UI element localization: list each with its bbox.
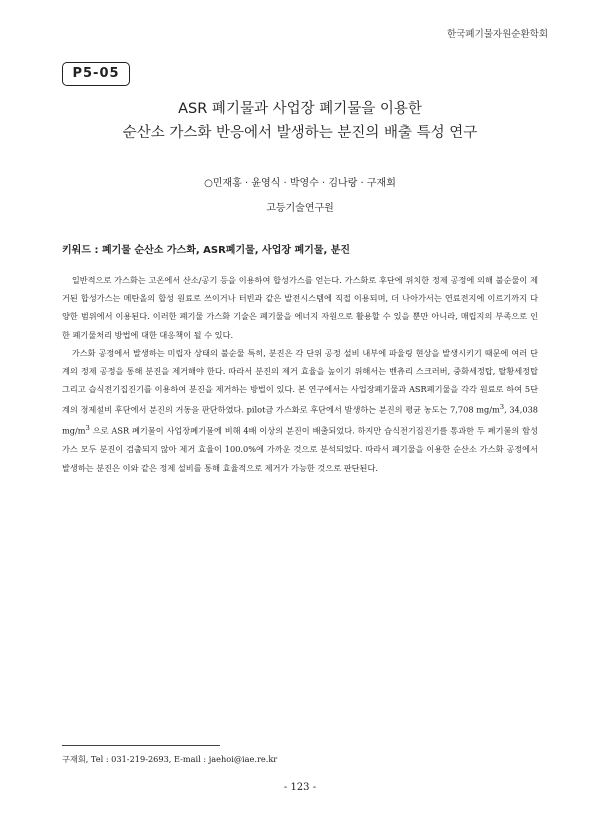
unit-superscript: 3 xyxy=(85,424,90,433)
footnote-divider xyxy=(62,745,220,746)
title-line-1: ASR 폐기물과 사업장 폐기물을 이용한 xyxy=(178,101,422,117)
affiliation: 고등기술연구원 xyxy=(266,203,334,214)
paragraph-1: 일반적으로 가스화는 고온에서 산소/공기 등을 이용하여 합성가스를 얻는다. 가스화로 후단에 위치한 정제 공정에 의해 불순물이 제거된 합성가스는 메탄올의 합성 원료로 쓰이거나 터빈과 같은 발전시스템에 직접 이용되며, 더 나아가서는 연료전지에 이르기까지 다양한 범위에서 이용된다. 이러한 폐기물 가스화 기술은 폐기물을 에너지 자원으로 활용할 수 있을 뿐만 아니라, 매립지의 부족으로 인한 폐기물처리 방법에 대한 대응책이 될 수 있다. xyxy=(62,275,538,340)
session-code-badge: P5-05 xyxy=(62,62,130,86)
keywords xyxy=(62,241,542,256)
paragraph-2-part-1: 가스화 공정에서 발생하는 미립자 상태의 불순물 특히, 분진은 각 단위 공정 설비 내부에 파울링 현상을 발생시키기 때문에 여러 단계의 정제 공정을 통해 분진을 제거해야 한다. 따라서 분진의 제거 효율을 높이기 위해서는 벤츄리 스크러버, 중화세정탑, 탈황세정탑 그리고 습식전기집진기를 이용하여 분진을 제거하는 방법이 있다. 본 연구에서는 사업장폐기물과 ASR폐기물을 각각 원료로 하여 5단계의 정제설비 후단에서 분진의 거동을 판단하였다. pilot급 가스화로 후단에서 발생하는 분진의 평균 농도는 7,708 mg/m xyxy=(62,347,538,416)
abstract-body xyxy=(62,271,538,477)
society-header: 한국폐기물자원순환학회 xyxy=(447,29,548,40)
paragraph-2-part-2: , 34,038 mg/m xyxy=(62,405,538,437)
keywords-value: 폐기물 순산소 가스화, ASR폐기물, 사업장 폐기물, 분진 xyxy=(101,245,351,256)
title-line-2: 순산소 가스화 반응에서 발생하는 분진의 배출 특성 연구 xyxy=(122,125,478,141)
authors: ○민재홍 · 윤영식 · 박영수 · 김나랑 · 구재회 xyxy=(204,178,396,189)
paragraph-2 xyxy=(62,344,538,477)
paper-title xyxy=(40,97,560,145)
page-number: - 123 - xyxy=(283,782,317,793)
keywords-label: 키워드 : xyxy=(62,245,102,256)
unit-superscript: 3 xyxy=(499,403,505,412)
paragraph-2-part-3: 으로 ASR 폐기물이 사업장폐기물에 비해 4배 이상의 분진이 배출되었다. 하지만 습식전기집진기를 통과한 두 폐기물의 합성가스 모두 분진이 검출되지 않아 제거 효율이 100.0%에 가까운 것으로 분석되었다. 따라서 폐기물을 이용한 순산소 가스화 공정에서 발생하는 분진은 이와 같은 정제 설비를 통해 효율적으로 제거가 가능한 것으로 판단된다. xyxy=(62,426,538,473)
footnote: 구재회, Tel : 031-219-2693, E-mail : jaehoi@iae.re.kr xyxy=(62,754,278,764)
